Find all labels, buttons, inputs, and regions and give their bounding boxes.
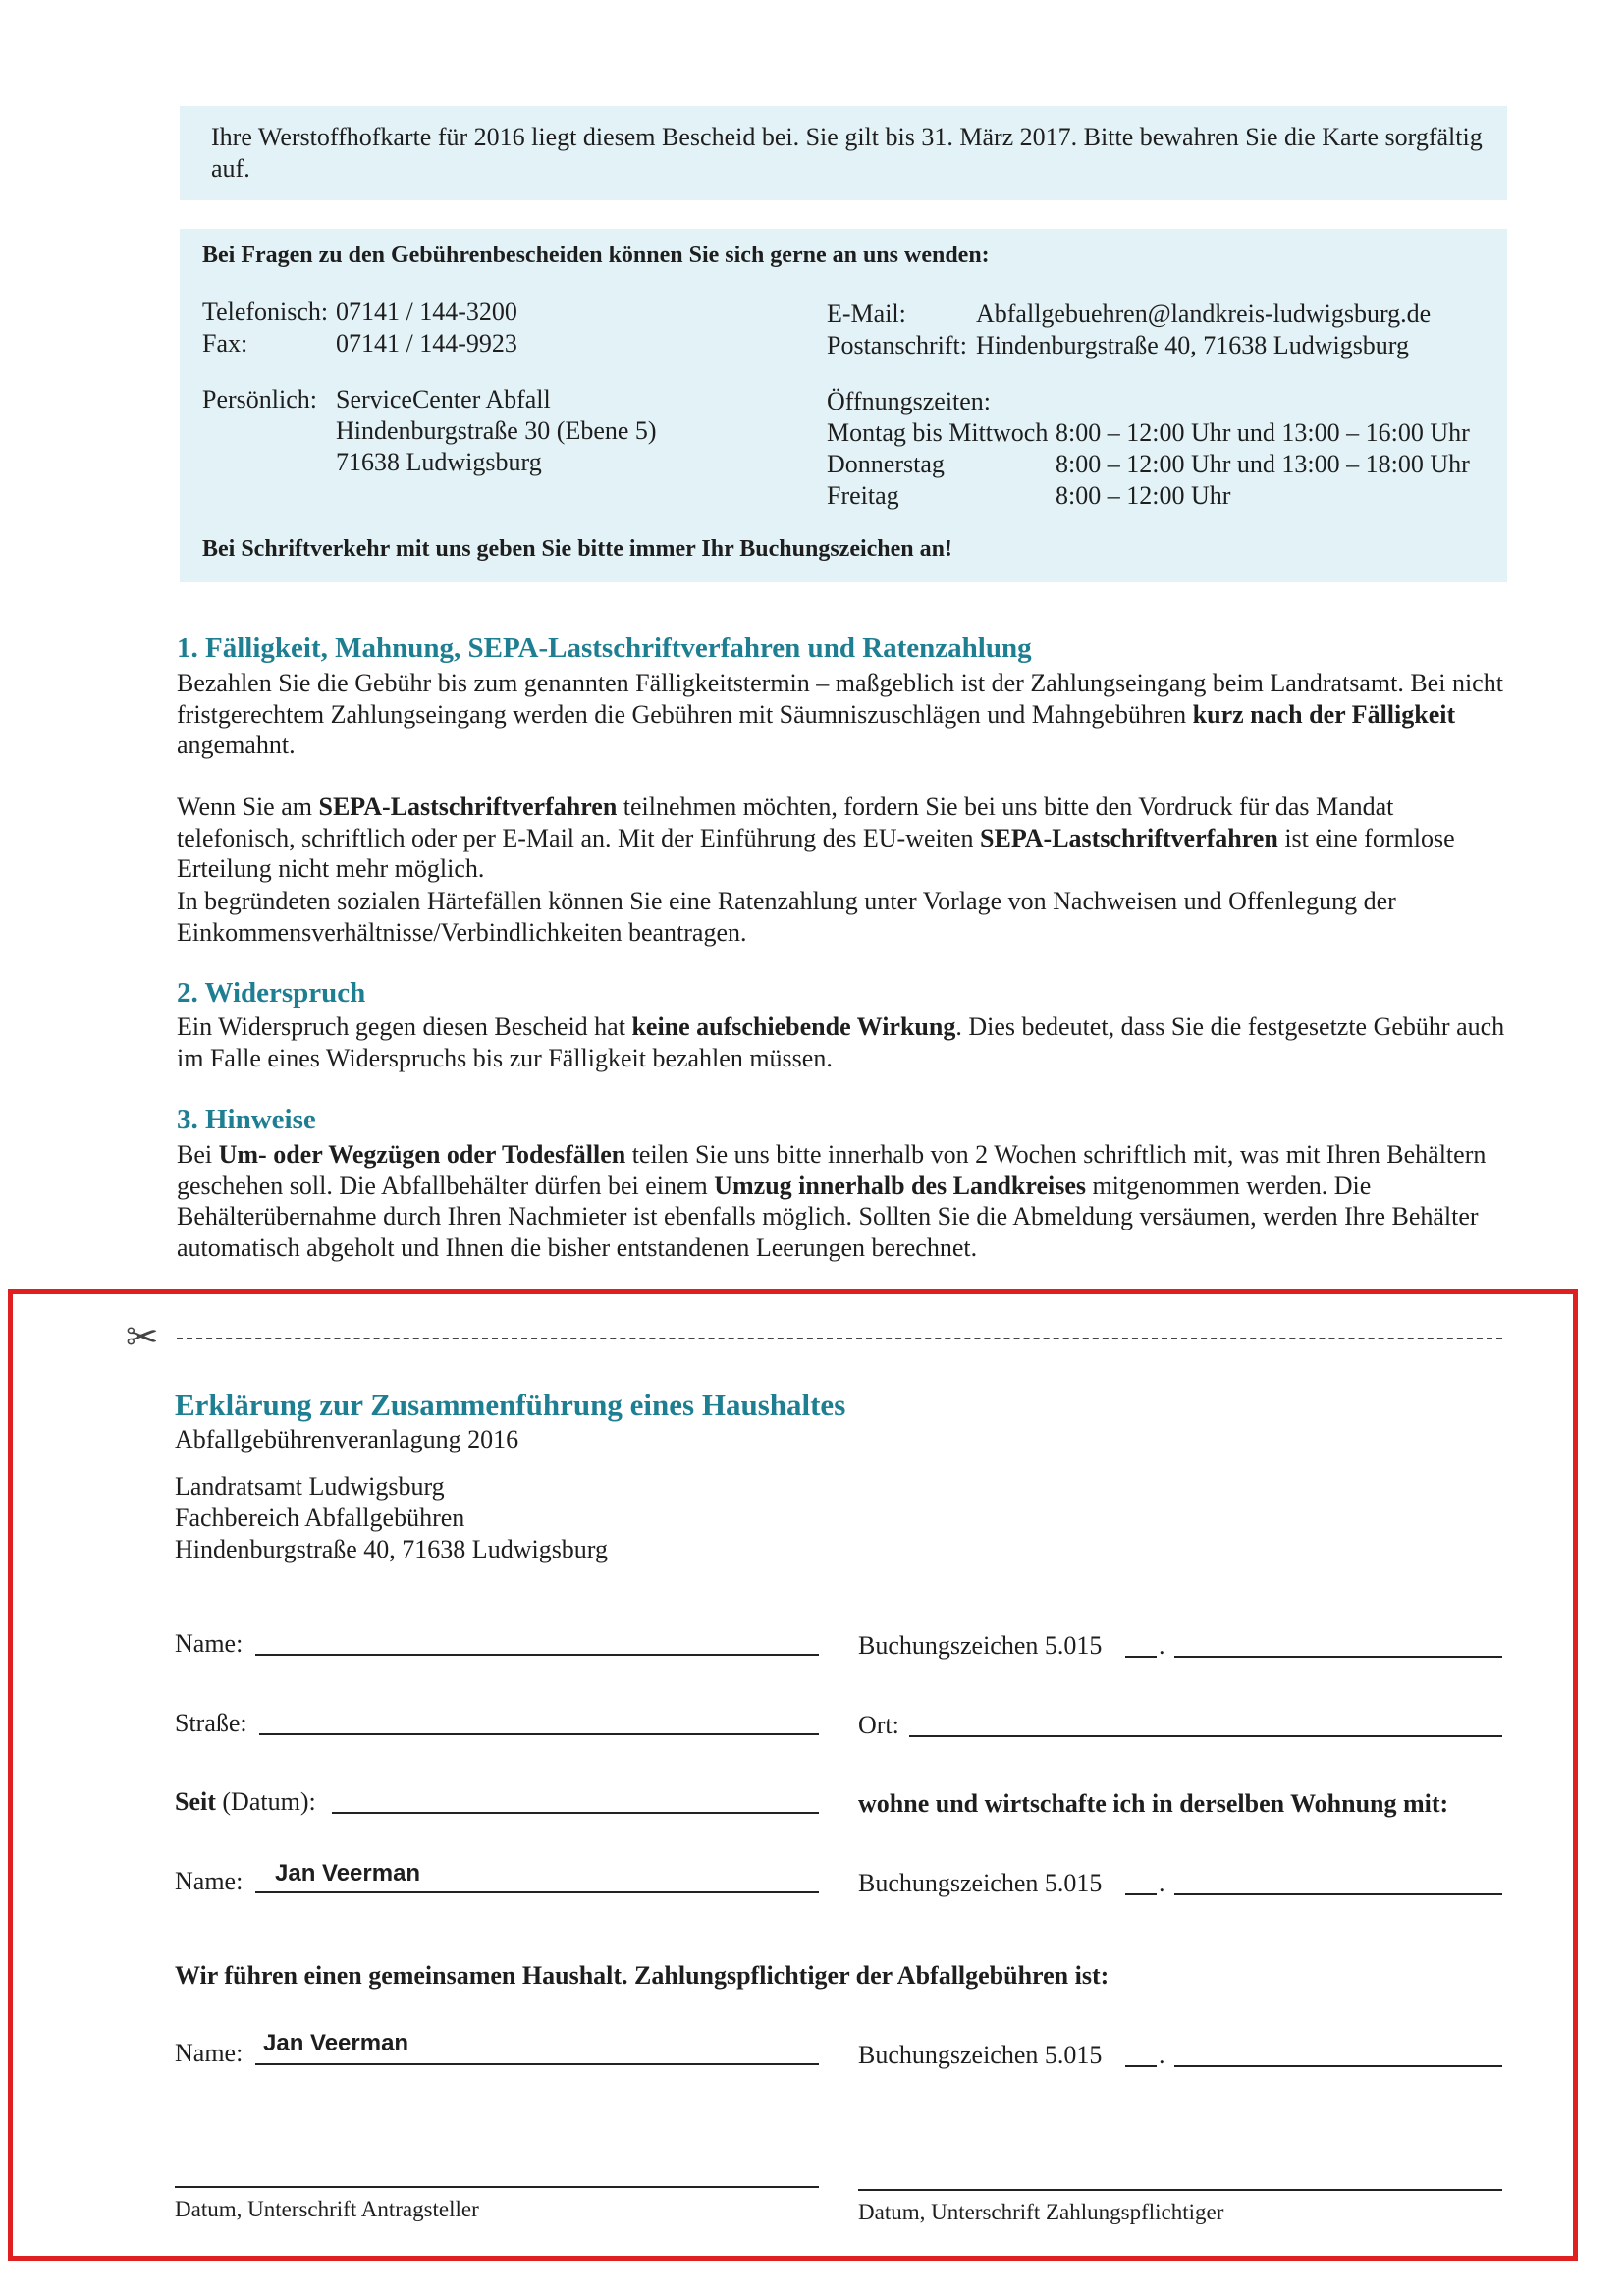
email-label: E-Mail: <box>827 300 906 328</box>
section1-p1-bold: kurz nach der Fälligkeit <box>1192 699 1456 729</box>
section1-paragraph-3: In begründeten sozialen Härtefällen können Sie eine Ratenzahlung unter Vorlage von Nachweisen und Offenlegung der Einkommensverhältnisse/Verbindlichkeiten beantragen. <box>177 887 1396 947</box>
booking-label: Buchungszeichen 5.015 <box>858 1631 1103 1660</box>
section3-text-e: mitgenommen werden. Die Behälterübernahme durch Ihren Nachmieter ist ebenfalls möglich. Sollten Sie die Abmeldung versäumen, werden Ihre Behälter automatisch abgeholt und Ihnen die bisher entstandenen Leerungen berechnet. <box>177 1171 1479 1263</box>
section1-p1-text-a: Bezahlen Sie die Gebühr bis zum genannten Fälligkeitstermin – maßgeblich ist der Zahlungseingang beim Landratsamt. Bei nicht fristgerechtem Zahlungseingang werden die Gebühren mit Säumniszuschlägen und Mahngebühren <box>177 669 1503 729</box>
contact-intro: Bei Fragen zu den Gebührenbescheiden können Sie sich gerne an uns wenden: <box>202 243 990 268</box>
hours-time-1: 8:00 – 12:00 Uhr und 13:00 – 16:00 Uhr <box>1056 418 1470 447</box>
section2-title: 2. Widerspruch <box>177 977 366 1009</box>
hours-day-1: Montag bis Mittwoch <box>827 418 1049 447</box>
section3-paragraph <box>177 1139 1512 1264</box>
personal-line-3: 71638 Ludwigsburg <box>336 448 542 476</box>
info-box-text: Ihre Werstoffhofkarte für 2016 liegt diesem Bescheid bei. Sie gilt bis 31. März 2017. Bitte bewahren Sie die Karte sorgfältig auf. <box>211 123 1483 183</box>
cohabitant-booking-label: Buchungszeichen 5.015 <box>858 1869 1103 1897</box>
live-with-label: wohne und wirtschafte ich in derselben Wohnung mit: <box>858 1789 1449 1818</box>
phone-label: Telefonisch: <box>202 298 329 326</box>
section1-p1-text-c: angemahnt. <box>177 731 296 760</box>
fax-label: Fax: <box>202 329 248 357</box>
form-address-1: Landratsamt Ludwigsburg <box>175 1472 445 1501</box>
section2-text-a: Ein Widerspruch gegen diesen Bescheid hat <box>177 1012 632 1041</box>
cohabitant-name-value: Jan Veerman <box>275 1860 421 1886</box>
section2-paragraph <box>177 1011 1512 1073</box>
section3-title: 3. Hinweise <box>177 1104 316 1135</box>
cohabitant-booking-separator: . <box>1159 1869 1165 1897</box>
since-label <box>175 1786 316 1818</box>
payer-booking-label: Buchungszeichen 5.015 <box>858 2041 1103 2069</box>
section1-paragraph-2 <box>177 792 1512 885</box>
section1-p2-text-a: Wenn Sie am <box>177 793 319 821</box>
phone-value: 07141 / 144-3200 <box>336 298 517 326</box>
signature-label-applicant: Datum, Unterschrift Antragsteller <box>175 2197 479 2221</box>
street-label: Straße: <box>175 1709 247 1737</box>
section2-text-c: . Dies bedeutet, dass Sie die festgesetzte Gebühr auch im Falle eines Widerspruchs bis zur Fälligkeit bezahlen müssen. <box>177 1012 1505 1072</box>
fax-value: 07141 / 144-9923 <box>336 329 517 357</box>
signature-line-payer[interactable] <box>858 2163 1502 2191</box>
name-label: Name: <box>175 1629 244 1658</box>
payer-name-value: Jan Veerman <box>263 2030 409 2056</box>
booking-prefix-field[interactable] <box>1125 1630 1157 1658</box>
section3-text-c: teilen Sie uns bitte innerhalb von 2 Wochen schriftlich mit, was mit Ihren Behältern geschehen soll. Die Abfallbehälter dürfen bei einem <box>177 1140 1487 1200</box>
payer-booking-separator: . <box>1159 2041 1165 2069</box>
hours-label: Öffnungszeiten: <box>827 387 992 415</box>
section3-bold-2: Umzug innerhalb des Landkreises <box>714 1171 1087 1200</box>
email-value[interactable]: Abfallgebuehren@landkreis-ludwigsburg.de <box>976 300 1432 328</box>
form-subtitle: Abfallgebührenveranlagung 2016 <box>175 1425 519 1453</box>
signature-line-applicant[interactable] <box>175 2160 819 2188</box>
street-field[interactable] <box>259 1708 819 1735</box>
cohabitant-name-label: Name: <box>175 1867 244 1895</box>
section2-bold: keine aufschiebende Wirkung <box>631 1012 956 1041</box>
form-title: Erklärung zur Zusammenführung eines Haushaltes <box>175 1388 846 1422</box>
section1-p2-bold-1: SEPA-Lastschriftverfahren <box>318 793 618 821</box>
booking-separator: . <box>1159 1631 1165 1660</box>
booking-field[interactable] <box>1174 1630 1502 1658</box>
payer-booking-field[interactable] <box>1174 2040 1502 2067</box>
section1-paragraph-1 <box>177 668 1512 761</box>
personal-line-2: Hindenburgstraße 30 (Ebene 5) <box>336 416 657 445</box>
section1-p2-text-c: teilnehmen möchten, fordern Sie bei uns bitte den Vordruck für das Mandat telefonisch, schriftlich oder per E-Mail an. Mit der Einführung des EU-weiten <box>177 793 1394 852</box>
since-label-bold: Seit <box>175 1787 216 1816</box>
post-label: Postanschrift: <box>827 331 967 359</box>
hours-day-2: Donnerstag <box>827 450 945 478</box>
cohabitant-booking-field[interactable] <box>1174 1868 1502 1895</box>
since-label-rest: (Datum): <box>215 1787 316 1816</box>
post-value: Hindenburgstraße 40, 71638 Ludwigsburg <box>976 331 1409 359</box>
name-field[interactable] <box>255 1628 819 1656</box>
form-address-3: Hindenburgstraße 40, 71638 Ludwigsburg <box>175 1535 608 1563</box>
hours-day-3: Freitag <box>827 481 899 510</box>
cohabitant-booking-prefix-field[interactable] <box>1125 1868 1157 1895</box>
personal-line-1: ServiceCenter Abfall <box>336 385 551 413</box>
hours-time-3: 8:00 – 12:00 Uhr <box>1056 481 1231 510</box>
section1-p2-bold-2: SEPA-Lastschriftverfahren <box>980 823 1278 852</box>
form-address-2: Fachbereich Abfallgebühren <box>175 1503 465 1532</box>
section3-bold-1: Um- oder Wegzügen oder Todesfällen <box>218 1140 626 1169</box>
section1-title: 1. Fälligkeit, Mahnung, SEPA-Lastschriftverfahren und Ratenzahlung <box>177 632 1032 664</box>
personal-label: Persönlich: <box>202 385 317 413</box>
since-date-field[interactable] <box>332 1786 819 1814</box>
city-field[interactable] <box>909 1710 1502 1737</box>
payer-name-label: Name: <box>175 2039 244 2067</box>
payer-booking-prefix-field[interactable] <box>1125 2040 1157 2067</box>
section3-text-a: Bei <box>177 1140 219 1169</box>
cut-line <box>177 1338 1502 1339</box>
joint-household-text: Wir führen einen gemeinsamen Haushalt. Zahlungspflichtiger der Abfallgebühren ist: <box>175 1961 1110 1990</box>
section1-p2-text-e: ist eine formlose Erteilung nicht mehr möglich. <box>177 823 1455 884</box>
contact-note: Bei Schriftverkehr mit uns geben Sie bitte immer Ihr Buchungszeichen an! <box>202 536 952 562</box>
hours-time-2: 8:00 – 12:00 Uhr und 13:00 – 18:00 Uhr <box>1056 450 1470 478</box>
city-label: Ort: <box>858 1711 899 1739</box>
scissors-icon: ✂ <box>126 1315 159 1360</box>
signature-label-payer: Datum, Unterschrift Zahlungspflichtiger <box>858 2200 1224 2224</box>
